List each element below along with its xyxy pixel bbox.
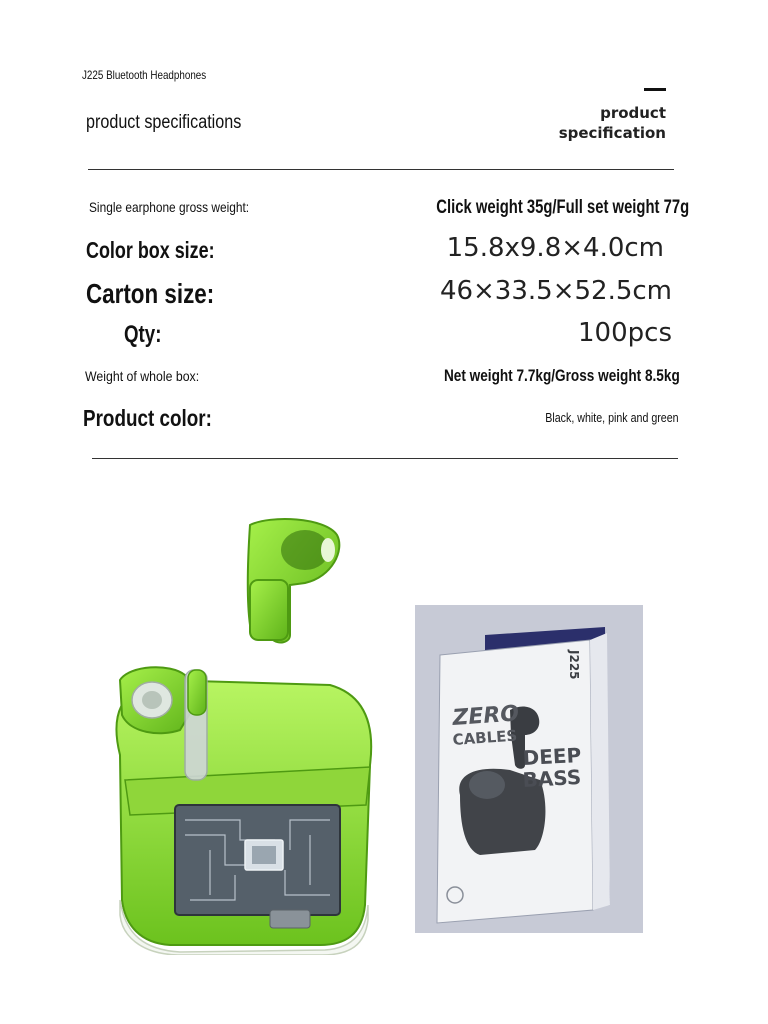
spec-heading-line1: product <box>600 104 666 122</box>
spec-section-title: product specifications <box>86 112 242 133</box>
spec-value-product-color: Black, white, pink and green <box>545 410 679 425</box>
spec-label-color-box: Color box size: <box>86 237 215 263</box>
box-text-model: J225 <box>567 650 581 680</box>
spec-label-carton-size: Carton size: <box>86 278 215 309</box>
earbuds-product-image <box>100 505 390 955</box>
spec-label-single-weight: Single earphone gross weight: <box>89 199 250 215</box>
retail-box-illustration <box>415 605 643 933</box>
spec-label-product-color: Product color: <box>83 405 212 431</box>
retail-box-image <box>415 605 643 933</box>
spec-label-whole-box-weight: Weight of whole box: <box>85 368 200 384</box>
spec-heading-right <box>559 103 666 143</box>
spec-label-qty: Qty: <box>124 321 162 348</box>
title-dash-decoration <box>644 88 666 91</box>
box-text-cables: CABLES <box>452 726 518 749</box>
box-text-zero: ZERO <box>451 701 520 731</box>
box-text-bass: BASS <box>522 764 582 792</box>
product-brand-title: J225 Bluetooth Headphones <box>82 68 207 82</box>
spec-value-single-weight: Click weight 35g/Full set weight 77g <box>436 197 689 218</box>
top-divider <box>88 169 674 170</box>
earbud-floating <box>248 519 340 642</box>
spec-value-qty: 100pcs <box>578 318 672 348</box>
spec-value-color-box: 15.8x9.8×4.0cm <box>446 233 664 263</box>
box-text-deep: DEEP <box>522 742 582 770</box>
spec-value-carton-size: 46×33.5×52.5cm <box>439 276 672 306</box>
bottom-divider <box>92 458 678 459</box>
spec-value-whole-box-weight: Net weight 7.7kg/Gross weight 8.5kg <box>444 366 680 385</box>
spec-heading-line2: specification <box>558 124 666 142</box>
